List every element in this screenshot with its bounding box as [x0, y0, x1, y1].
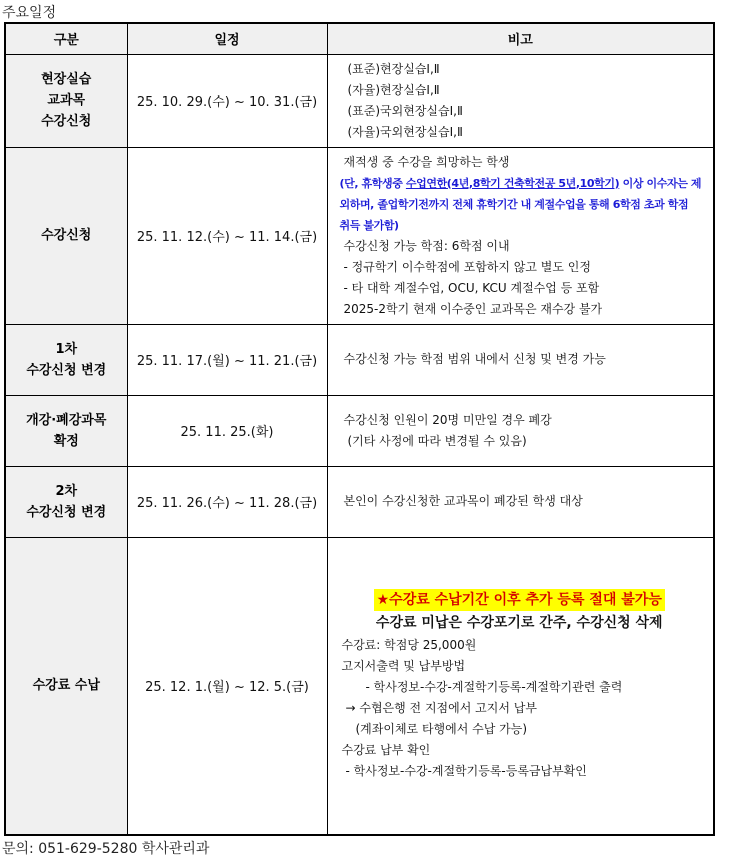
category-line: 확정	[53, 433, 79, 449]
note-line: (표준)현장실습Ⅰ,Ⅱ	[347, 61, 440, 76]
note-sub: - 타 대학 계절수업, OCU, KCU 계절수업 등 포함	[343, 280, 600, 295]
section-heading: 주요일정	[2, 5, 57, 21]
contact-footer: 문의: 051-629-5280 학사관리과	[2, 841, 210, 857]
row-date: 25. 10. 29.(수) ~ 10. 31.(금)	[127, 54, 327, 147]
unpaid-warning: 수강료 미납은 수강포기로 간주, 수강신청 삭제	[375, 615, 663, 632]
row-category	[5, 466, 127, 537]
note-line: (자율)국외현장실습Ⅰ,Ⅱ	[347, 124, 463, 139]
bill-transfer: (계좌이체로 타행에서 수납 가능)	[355, 722, 528, 737]
note-line: 수강신청 인원이 20명 미만일 경우 폐강	[343, 412, 552, 427]
note-sub: - 정규학기 이수학점에 포함하지 않고 별도 인정	[343, 259, 591, 274]
note-intro: 재적생 중 수강을 희망하는 학생	[343, 154, 510, 169]
row-note	[327, 395, 714, 466]
fee-line: 수강료: 학점당 25,000원	[341, 638, 477, 653]
table-row-registration	[5, 147, 714, 324]
note-line: (표준)국외현장실습Ⅰ,Ⅱ	[347, 103, 463, 118]
note-line: (기타 사정에 따라 변경될 수 있음)	[347, 433, 527, 448]
deadline-banner-wrap	[342, 589, 714, 611]
blue-prefix: (단, 휴학생중	[339, 176, 406, 190]
category-line: 수강료 수납	[32, 678, 100, 694]
row-date: 25. 11. 26.(수) ~ 11. 28.(금)	[127, 466, 327, 537]
category-line: 개강·폐강과목	[26, 412, 107, 428]
row-date: 25. 11. 17.(월) ~ 11. 21.(금)	[127, 324, 327, 395]
note-blue-line: 취득 불가함)	[339, 218, 399, 232]
category-line: 교과목	[47, 93, 86, 108]
table-row-tuition	[5, 537, 714, 835]
category-line: 수강신청 변경	[26, 362, 107, 378]
table-row-field-practice	[5, 54, 714, 147]
row-date: 25. 11. 25.(화)	[127, 395, 327, 466]
row-date: 25. 11. 12.(수) ~ 11. 14.(금)	[127, 147, 327, 324]
row-note	[327, 324, 714, 395]
category-line: 2차	[55, 483, 78, 499]
row-date: 25. 12. 1.(월) ~ 12. 5.(금)	[127, 537, 327, 835]
deadline-banner: ★수강료 수납기간 이후 추가 등록 절대 불가능	[374, 589, 665, 611]
category-line: 수강신청	[41, 228, 92, 243]
bill-path: - 학사정보-수강-계절학기등록-계절학기관련 출력	[365, 680, 623, 695]
header-note: 비고	[327, 23, 714, 54]
note-line: 본인이 수강신청한 교과목이 폐강된 학생 대상	[343, 494, 583, 508]
note-blue-line	[340, 173, 714, 194]
table-header-row	[5, 23, 714, 54]
category-line: 1차	[55, 341, 78, 357]
schedule-table	[4, 22, 715, 836]
blue-rest: 이상 이수자는 제	[619, 176, 702, 190]
note-line: 수강신청 가능 학점 범위 내에서 신청 및 변경 가능	[343, 352, 606, 366]
row-note	[327, 537, 714, 835]
note-credit: 수강신청 가능 학점: 6학점 이내	[343, 238, 510, 253]
note-blue-line: 외하며, 졸업학기전까지 전체 휴학기간 내 계절수업을 통해 6학점 초과 학점	[339, 197, 689, 211]
blue-underlined: 수업연한(4년,8학기 건축학전공 5년,10학기)	[405, 176, 620, 190]
category-line: 수강신청	[41, 114, 92, 129]
row-category	[5, 395, 127, 466]
header-category: 구분	[5, 23, 127, 54]
confirm-path: - 학사정보-수강-계절학기등록-등록금납부확인	[345, 764, 587, 779]
confirm-title: 수강료 납부 확인	[341, 743, 431, 758]
row-category	[5, 537, 127, 835]
note-line: (자율)현장실습Ⅰ,Ⅱ	[347, 82, 440, 97]
row-note	[327, 147, 714, 324]
note-retake: 2025-2학기 현재 이수중인 교과목은 재수강 불가	[343, 301, 603, 316]
row-note	[327, 54, 714, 147]
bill-title: 고지서출력 및 납부방법	[341, 659, 466, 674]
table-row-first-change	[5, 324, 714, 395]
category-line: 현장실습	[41, 72, 92, 87]
table-row-course-confirm	[5, 395, 714, 466]
row-category	[5, 147, 127, 324]
table-row-second-change	[5, 466, 714, 537]
header-schedule: 일정	[127, 23, 327, 54]
bill-bank: → 수협은행 전 지점에서 고지서 납부	[345, 701, 537, 716]
row-note	[327, 466, 714, 537]
category-line: 수강신청 변경	[26, 504, 107, 520]
row-category	[5, 54, 127, 147]
row-category	[5, 324, 127, 395]
